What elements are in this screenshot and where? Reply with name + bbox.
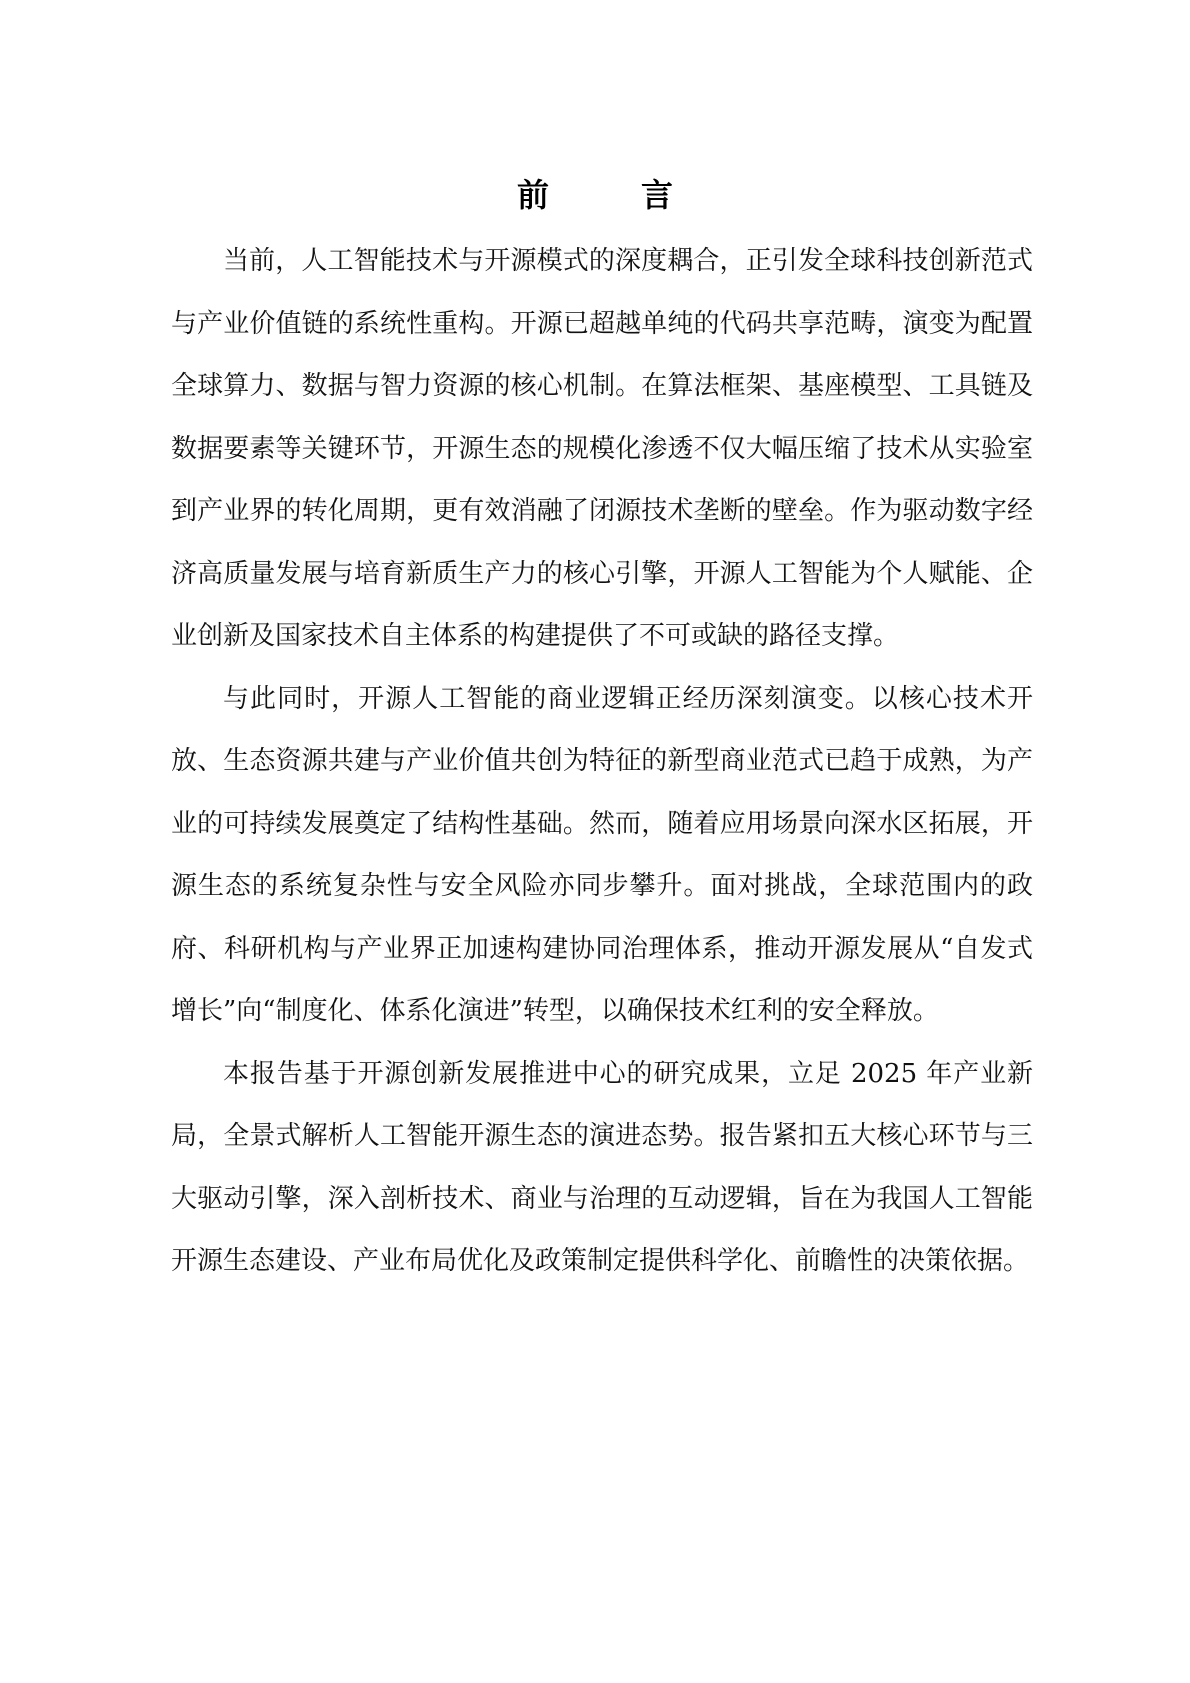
paragraph: 与此同时，开源人工智能的商业逻辑正经历深刻演变。以核心技术开放、生态资源共建与产业价值共创为特征的新型商业范式已趋于成熟，为产业的可持续发展奠定了结构性基础。然而，随着应用场景向深水区拓展，开源生态的系统复杂性与安全风险亦同步攀升。面对挑战，全球范围内的政府、科研机构与产业界正加速构建协同治理体系，推动开源发展从“自发式增长”向“制度化、体系化演进”转型，以确保技术红利的安全释放。 (171, 683, 1033, 1026)
paragraph: 当前，人工智能技术与开源模式的深度耦合，正引发全球科技创新范式与产业价值链的系统性重构。开源已超越单纯的代码共享范畴，演变为配置全球算力、数据与智力资源的核心机制。在算法框架、基座模型、工具链及数据要素等关键环节，开源生态的规模化渗透不仅大幅压缩了技术从实验室到产业界的转化周期，更有效消融了闭源技术垄断的壁垒。作为驱动数字经济高质量发展与培育新质生产力的核心引擎，开源人工智能为个人赋能、企业创新及国家技术自主体系的构建提供了不可或缺的路径支撑。 (171, 246, 1033, 651)
paragraph: 本报告基于开源创新发展推进中心的研究成果，立足 2025 年产业新局，全景式解析人工智能开源生态的演进态势。报告紧扣五大核心环节与三大驱动引擎，深入剖析技术、商业与治理的互动逻辑，旨在为我国人工智能开源生态建设、产业布局优化及政策制定提供科学化、前瞻性的决策依据。 (171, 1058, 1033, 1276)
page-title: 前 言 (516, 176, 703, 214)
preface-body (171, 230, 1033, 1293)
